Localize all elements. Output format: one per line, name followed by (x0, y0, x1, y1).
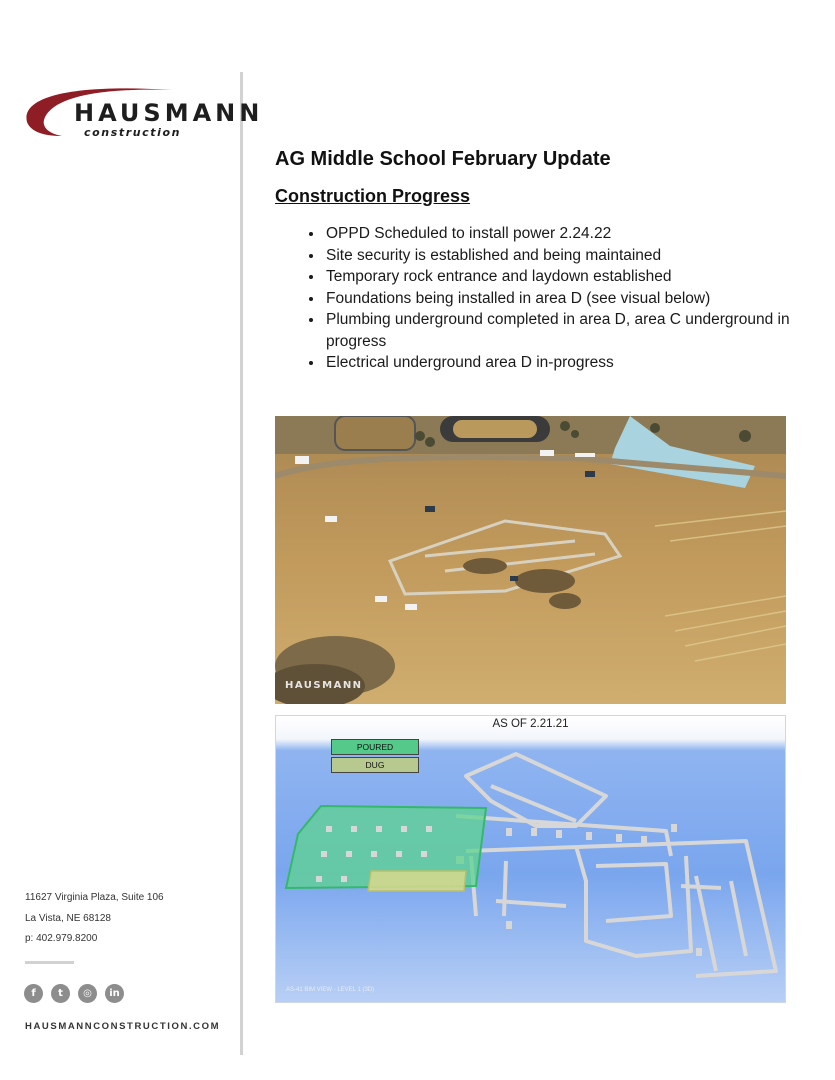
progress-list (300, 223, 794, 374)
address-line-1: 11627 Virginia Plaza, Suite 106 (25, 892, 164, 903)
company-logo (22, 82, 264, 144)
logo-wordmark: HAUSMANN (74, 99, 264, 127)
list-item: • Temporary rock entrance and laydown established (324, 266, 794, 288)
list-item: • Electrical underground area D in-progress (324, 352, 794, 374)
website-link[interactable]: HAUSMANNCONSTRUCTION.COM (25, 1021, 221, 1032)
aerial-site-photo (275, 416, 786, 704)
twitter-icon[interactable]: t (51, 984, 70, 1003)
sidebar-divider (240, 72, 243, 1055)
model-footer: AS-41 BIM VIEW - LEVEL 1 (3D) (286, 987, 375, 993)
list-item: • Foundations being installed in area D (see visual below) (324, 288, 794, 310)
list-item: • OPPD Scheduled to install power 2.24.22 (324, 223, 794, 245)
linkedin-icon[interactable]: in (105, 984, 124, 1003)
section-heading: Construction Progress (275, 186, 471, 206)
address-line-2: La Vista, NE 68128 (25, 912, 111, 924)
legend-poured: POURED (331, 739, 419, 755)
phone-number: p: 402.979.8200 (25, 933, 98, 944)
model-title: AS OF 2.21.21 (492, 718, 569, 730)
address-divider (25, 961, 74, 964)
company-address (25, 892, 164, 954)
facebook-icon[interactable]: f (24, 984, 43, 1003)
list-item: • Plumbing underground completed in area D, area C underground in progress (324, 309, 794, 352)
logo-tagline: construction (84, 126, 182, 139)
photo-watermark: HAUSMANN (285, 680, 363, 691)
legend-dug: DUG (331, 757, 419, 773)
bim-progress-model (275, 715, 786, 1003)
social-links (24, 984, 124, 1003)
list-item: • Site security is established and being maintained (324, 245, 794, 267)
document-title: AG Middle School February Update (275, 148, 611, 170)
instagram-icon[interactable]: ◎ (78, 984, 97, 1003)
